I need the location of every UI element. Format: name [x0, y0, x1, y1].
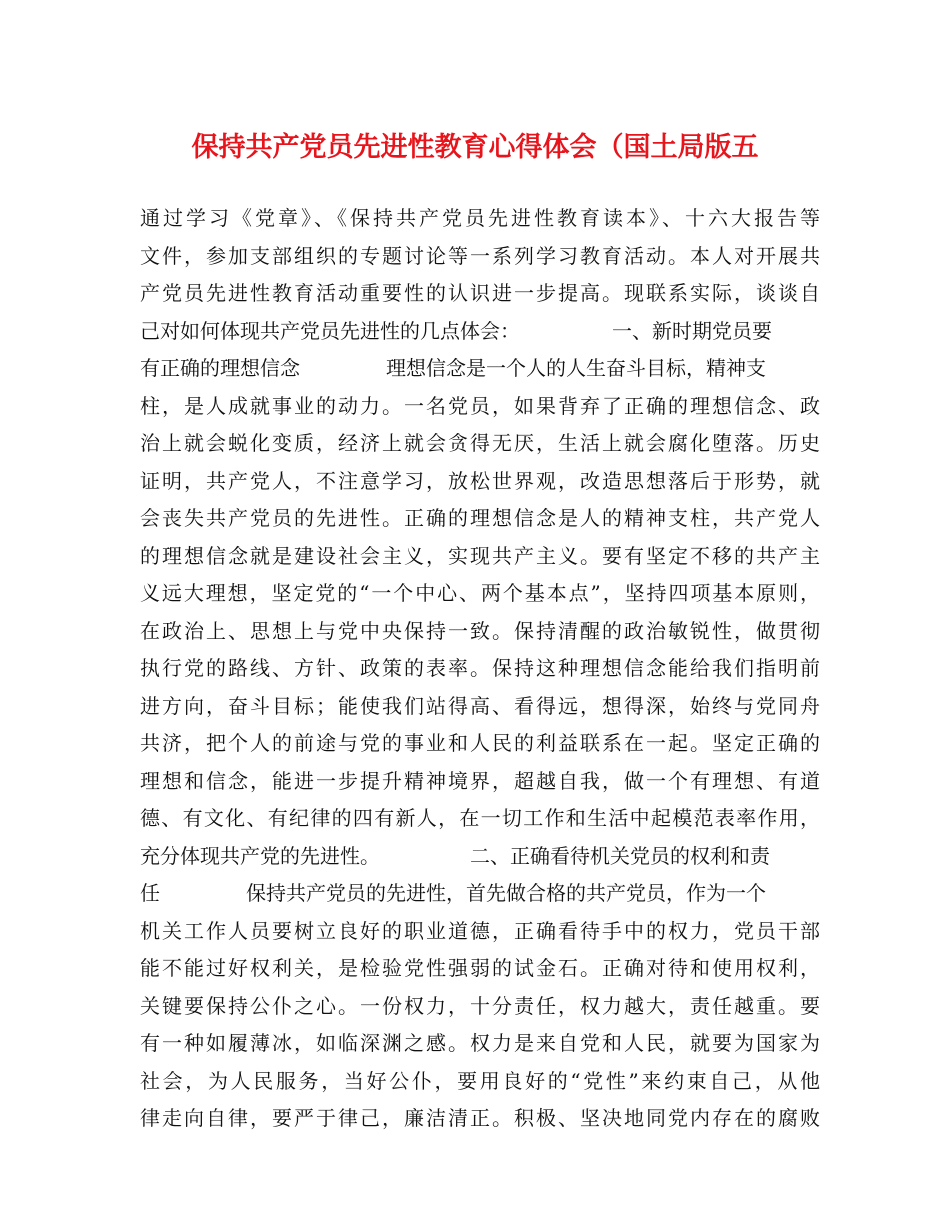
body-text-segment: 己对如何体现共产党员先进性的几点体会： — [140, 318, 520, 343]
body-line: 产党员先进性教育活动重要性的认识进一步提高。现联系实际，谈谈自 — [140, 281, 820, 305]
body-line: 关键要保持公仆之心。一份权力，十分责任，权力越大，责任越重。要 — [140, 993, 820, 1018]
body-line — [140, 350, 820, 388]
body-line: 律走向自律，要严于律己，廉洁清正。积极、坚决地同党内存在的腐败 — [140, 1106, 820, 1130]
body-line — [140, 838, 820, 876]
body-line: 理想和信念，能进一步提升精神境界，超越自我，做一个有理想、有道 — [140, 768, 820, 793]
body-line: 有一种如履薄冰，如临深渊之感。权力是来自党和人民，就要为国家为 — [140, 1031, 820, 1055]
section-heading: 任 — [140, 881, 160, 905]
body-line: 共济，把个人的前途与党的事业和人民的利益联系在一起。坚定正确的 — [140, 731, 820, 755]
body-line: 进方向，奋斗目标；能使我们站得高、看得远，想得深，始终与党同舟 — [140, 693, 820, 718]
body-line: 通过学习《党章》、《保持共产党员先进性教育读本》、十六大报告等 — [140, 206, 820, 230]
body-line — [140, 313, 820, 351]
body-text-segment: 理想信念是一个人的人生奋斗目标，精神支 — [386, 356, 766, 380]
body-line: 证明，共产党人，不注意学习，放松世界观，改造思想落后于形势，就 — [140, 468, 820, 493]
body-line: 执行党的路线、方针、政策的表率。保持这种理想信念能给我们指明前 — [140, 656, 820, 680]
section-heading: 二、正确看待机关党员的权利和责 — [470, 843, 770, 868]
body-text-segment: 保持共产党员的先进性，首先做合格的共产党员，作为一个 — [246, 881, 766, 905]
body-line: 文件，参加支部组织的专题讨论等一系列学习教育活动。本人对开展共 — [140, 243, 820, 268]
body-line: 柱，是人成就事业的动力。一名党员，如果背弃了正确的理想信念、政 — [140, 393, 820, 418]
body-line: 会丧失共产党员的先进性。正确的理想信念是人的精神支柱，共产党人 — [140, 506, 820, 530]
body-text-segment: 充分体现共产党的先进性。 — [140, 843, 380, 868]
document-body — [140, 200, 820, 1138]
document-title: 保持共产党员先进性教育心得体会（国土局版五 — [191, 132, 759, 163]
body-line — [140, 875, 820, 913]
body-line: 社会，为人民服务，当好公仆，要用良好的“党性”来约束自己，从他 — [140, 1068, 820, 1093]
body-line: 能不能过好权利关，是检验党性强弱的试金石。正确对待和使用权利， — [140, 956, 820, 980]
section-heading: 有正确的理想信念 — [140, 356, 300, 380]
body-line: 义远大理想，坚定党的“一个中心、两个基本点”，坚持四项基本原则， — [140, 581, 820, 605]
body-line: 的理想信念就是建设社会主义，实现共产主义。要有坚定不移的共产主 — [140, 543, 820, 568]
body-line: 德、有文化、有纪律的四有新人，在一切工作和生活中起模范表率作用， — [140, 806, 820, 830]
body-line: 机关工作人员要树立良好的职业道德，正确看待手中的权力，党员干部 — [140, 918, 820, 943]
body-line: 在政治上、思想上与党中央保持一致。保持清醒的政治敏锐性，做贯彻 — [140, 618, 820, 643]
body-line: 治上就会蜕化变质，经济上就会贪得无厌，生活上就会腐化堕落。历史 — [140, 431, 820, 455]
section-heading: 一、新时期党员要 — [612, 318, 772, 343]
